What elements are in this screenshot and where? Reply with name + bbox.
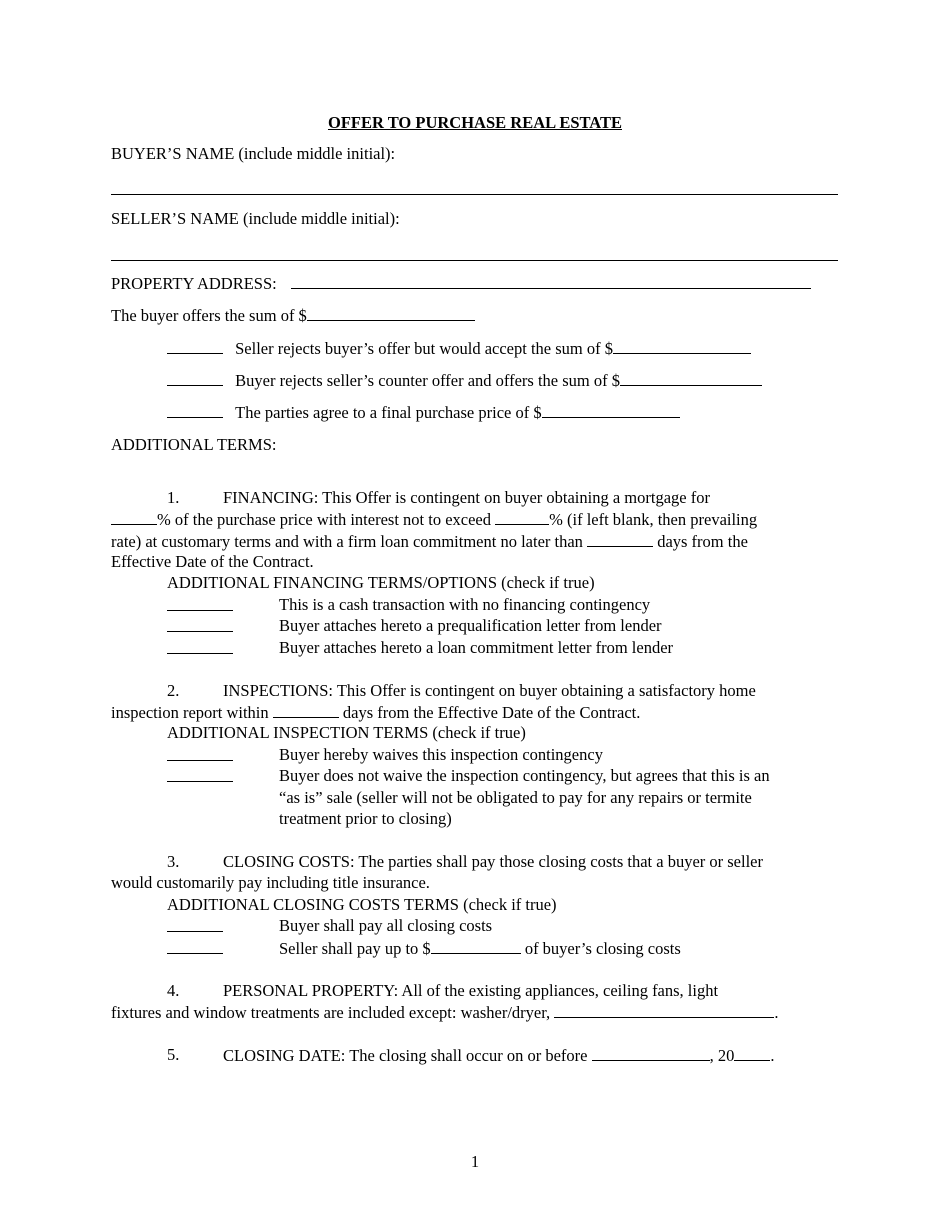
personal-property-line2 [111, 1002, 778, 1023]
property-address-label: PROPERTY ADDRESS: [111, 274, 277, 293]
financing-line4: Effective Date of the Contract. [111, 552, 314, 571]
inspections-line1: INSPECTIONS: This Offer is contingent on buyer obtaining a satisfactory home [223, 681, 756, 700]
closing-costs-line2: would customarily pay including title insurance. [111, 873, 430, 892]
counter-option-2-amount[interactable] [620, 370, 762, 386]
document-title: OFFER TO PURCHASE REAL ESTATE [327, 113, 622, 132]
closing-cost-option-1-text: Buyer shall pay all closing costs [279, 916, 493, 935]
closing-cost-option-1-check[interactable] [167, 916, 223, 937]
seller-name-label: SELLER’S NAME (include middle initial): [111, 209, 400, 228]
closing-date-text: CLOSING DATE: The closing shall occur on or before [223, 1046, 592, 1065]
financing-option-1-check[interactable] [167, 595, 233, 616]
closing-date-mid: , 20 [709, 1046, 735, 1065]
closing-costs-line1: CLOSING COSTS: The parties shall pay those closing costs that a buyer or seller [223, 852, 763, 871]
offer-sum-label: The buyer offers the sum of $ [111, 306, 307, 325]
mortgage-percent-field[interactable] [111, 509, 157, 525]
personal-property-line1: PERSONAL PROPERTY: All of the existing appliances, ceiling fans, light [223, 981, 719, 1000]
inspections-line2a: inspection report within [111, 703, 273, 722]
counter-option-3-check[interactable] [167, 402, 223, 418]
buyer-name-label: BUYER’S NAME (include middle initial): [111, 144, 396, 163]
inspection-option-2-line1: Buyer does not waive the inspection contingency, but agrees that this is an [279, 766, 770, 785]
financing-line1: FINANCING: This Offer is contingent on buyer obtaining a mortgage for [223, 488, 710, 507]
financing-option-1-text: This is a cash transaction with no financing contingency [279, 595, 651, 614]
interest-rate-field[interactable] [495, 509, 549, 525]
closing-costs-options-heading: ADDITIONAL CLOSING COSTS TERMS (check if true) [167, 895, 557, 914]
property-address-field[interactable] [291, 273, 811, 289]
inspection-option-2-line3: treatment prior to closing) [279, 809, 452, 828]
financing-number: 1. [167, 488, 180, 507]
counter-option-1-check[interactable] [167, 338, 223, 354]
counter-option-1-text: Seller rejects buyer’s offer but would accept the sum of $ [235, 339, 613, 358]
counter-option-2-text: Buyer rejects seller’s counter offer and offers the sum of $ [235, 371, 620, 390]
financing-options-heading: ADDITIONAL FINANCING TERMS/OPTIONS (check if true) [167, 573, 595, 592]
inspection-option-2-check[interactable] [167, 766, 233, 787]
personal-property-line2-text: fixtures and window treatments are included except: washer/dryer, [111, 1003, 555, 1022]
financing-line3 [111, 531, 748, 552]
closing-date-end: . [770, 1046, 775, 1065]
financing-line2 [111, 509, 757, 530]
financing-option-3-text: Buyer attaches hereto a loan commitment letter from lender [279, 638, 674, 657]
counter-option-3-text: The parties agree to a final purchase price of $ [235, 403, 542, 422]
inspection-option-1-check[interactable] [167, 745, 233, 766]
loan-commitment-days-field[interactable] [587, 531, 653, 547]
inspection-option-1-text: Buyer hereby waives this inspection contingency [279, 745, 603, 764]
financing-option-3-check[interactable] [167, 638, 233, 659]
counter-option-3-amount[interactable] [542, 402, 680, 418]
closing-date-field[interactable] [592, 1045, 710, 1061]
buyer-name-field[interactable] [111, 194, 838, 195]
closing-cost-option-2a: Seller shall pay up to $ [279, 939, 431, 958]
excluded-items-field[interactable] [554, 1002, 774, 1018]
financing-line2b: % (if left blank, then prevailing [549, 510, 758, 529]
page-number: 1 [470, 1152, 480, 1171]
inspections-line2 [111, 702, 640, 723]
personal-property-line2-end: . [774, 1003, 779, 1022]
closing-costs-number: 3. [167, 852, 180, 871]
closing-cost-option-2b: of buyer’s closing costs [520, 939, 681, 958]
counter-option-2-check[interactable] [167, 370, 223, 386]
financing-option-2-check[interactable] [167, 616, 233, 637]
inspections-number: 2. [167, 681, 180, 700]
closing-date-number: 5. [167, 1045, 180, 1064]
offer-sum-field[interactable] [307, 305, 475, 321]
counter-option-1-amount[interactable] [613, 338, 751, 354]
closing-cost-option-2-check[interactable] [167, 938, 223, 959]
financing-line3a: rate) at customary terms and with a firm loan commitment no later than [111, 532, 588, 551]
personal-property-number: 4. [167, 981, 180, 1000]
inspection-option-2-line2: “as is” sale (seller will not be obligated to pay for any repairs or termite [279, 788, 752, 807]
property-address-row [111, 273, 811, 294]
financing-option-2-text: Buyer attaches hereto a prequalification letter from lender [279, 616, 662, 635]
closing-year-field[interactable] [734, 1045, 770, 1061]
additional-terms-label: ADDITIONAL TERMS: [111, 435, 277, 454]
closing-date-row [223, 1045, 774, 1066]
closing-cost-option-2-row [279, 938, 681, 959]
seller-name-field[interactable] [111, 260, 838, 261]
offer-sum-row [111, 305, 475, 326]
inspection-days-field[interactable] [273, 702, 339, 718]
counter-option-3 [167, 402, 680, 423]
inspections-line2b: days from the Effective Date of the Contract. [338, 703, 641, 722]
financing-line3b: days from the [653, 532, 748, 551]
counter-option-2 [167, 370, 762, 391]
financing-line2a: % of the purchase price with interest not to exceed [157, 510, 496, 529]
seller-closing-cost-amount-field[interactable] [431, 938, 521, 954]
counter-option-1 [167, 338, 751, 359]
inspection-options-heading: ADDITIONAL INSPECTION TERMS (check if true) [167, 723, 526, 742]
